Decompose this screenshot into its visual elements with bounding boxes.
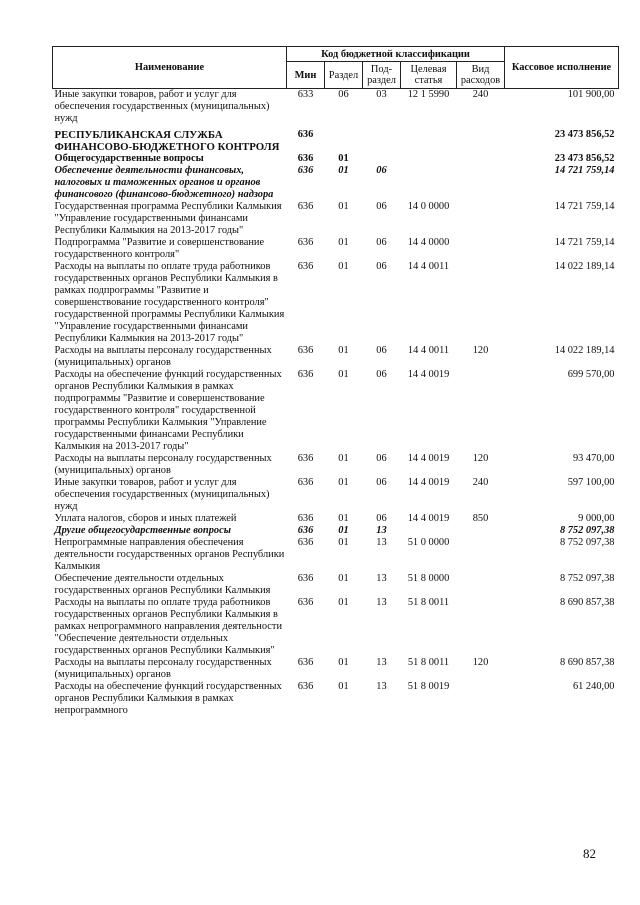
cell-vid — [457, 201, 505, 237]
cell-vid — [457, 261, 505, 345]
cell-razd: 01 — [338, 453, 349, 464]
table-row — [53, 681, 619, 717]
table-row — [53, 453, 619, 477]
cell-razd: 01 — [338, 573, 349, 584]
table-row — [53, 597, 619, 657]
cell-pod: 06 — [376, 477, 387, 488]
cell-pod: 13 — [376, 657, 387, 668]
cell-vid: 120 — [472, 453, 489, 464]
cell-razd: 01 — [338, 261, 349, 272]
cell-min: 636 — [297, 573, 314, 584]
table-row — [53, 369, 619, 453]
table-header — [53, 47, 619, 89]
cell-vid — [457, 165, 505, 201]
budget-table — [52, 46, 619, 717]
cell-pod — [363, 153, 401, 165]
cell-pod — [363, 125, 401, 153]
cell-sum: 14 721 759,14 — [554, 165, 615, 176]
table-row — [53, 513, 619, 525]
cell-sum: 9 000,00 — [578, 513, 615, 524]
table-row — [53, 261, 619, 345]
cell-razd: 01 — [338, 201, 349, 212]
table-row — [53, 345, 619, 369]
table-row — [53, 525, 619, 537]
header-name: Наименование — [53, 47, 287, 89]
header-celevaya: Целевая статья — [401, 62, 457, 89]
cell-pod: 13 — [376, 573, 387, 584]
header-vid: Вид расходов — [457, 62, 505, 89]
table-row — [53, 125, 619, 153]
cell-cel: 14 4 0000 — [407, 237, 450, 248]
cell-vid: 120 — [472, 345, 489, 356]
cell-cel: 14 4 0019 — [407, 513, 450, 524]
cell-sum: 8 690 857,38 — [559, 657, 615, 668]
cell-name: Иные закупки товаров, работ и услуг для обеспечения государственных (муниципальных) нужд — [54, 89, 270, 124]
cell-pod: 06 — [376, 261, 387, 272]
cell-min: 636 — [297, 597, 314, 608]
table-row — [53, 573, 619, 597]
cell-vid — [457, 237, 505, 261]
cell-sum: 14 022 189,14 — [554, 345, 615, 356]
cell-pod: 06 — [376, 237, 387, 248]
cell-razd: 01 — [338, 153, 349, 164]
cell-sum: 699 570,00 — [567, 369, 615, 380]
cell-name: Расходы на выплаты по оплате труда работников государственных органов Республики Калмыкия в рамках подпрограммы "Развитие и совершенствование государственного контроля" государственной программы Республики Калмыкия "Управление государственными финансами Республики Калмыкия на 2013-2017 годы" — [54, 261, 285, 344]
table-row — [53, 537, 619, 573]
cell-pod: 06 — [376, 369, 387, 380]
header-sum: Кассовое исполнение — [505, 47, 619, 89]
header-code-group: Код бюджетной классификации — [287, 47, 505, 62]
cell-vid — [457, 597, 505, 657]
cell-name: Подпрограмма "Развитие и совершенствование государственного контроля" — [54, 237, 265, 260]
cell-cel: 14 4 0019 — [407, 453, 450, 464]
cell-razd — [325, 125, 363, 153]
cell-sum: 61 240,00 — [572, 681, 615, 692]
cell-razd: 06 — [338, 89, 349, 100]
table-row — [53, 237, 619, 261]
cell-vid — [457, 537, 505, 573]
cell-sum: 14 022 189,14 — [554, 261, 615, 272]
cell-min: 636 — [297, 261, 314, 272]
cell-cel: 51 8 0019 — [407, 681, 450, 692]
cell-pod: 13 — [376, 525, 387, 536]
cell-cel — [401, 125, 457, 153]
cell-cel: 14 4 0019 — [407, 477, 450, 488]
cell-vid — [457, 125, 505, 153]
cell-name: Обеспечение деятельности финансовых, налоговых и таможенных органов и органов финансового (финансово-бюджетного) надзора — [54, 165, 274, 200]
cell-sum: 597 100,00 — [567, 477, 615, 488]
cell-vid — [457, 681, 505, 717]
cell-razd: 01 — [338, 237, 349, 248]
cell-razd: 01 — [338, 525, 349, 536]
cell-min: 636 — [297, 165, 314, 176]
cell-razd: 01 — [338, 369, 349, 380]
cell-sum: 101 900,00 — [567, 89, 615, 100]
cell-min: 633 — [297, 89, 314, 100]
cell-name: Обеспечение деятельности отдельных государственных органов Республики Калмыкия — [54, 573, 271, 596]
cell-name: Расходы на выплаты по оплате труда работников государственных органов Республики Калмыкия в рамках непрограммного направления деятельности "Обеспечение деятельности отдельных государственных органов Республики Калмыкия" — [54, 597, 283, 656]
cell-min: 636 — [297, 537, 314, 548]
table-row — [53, 89, 619, 126]
cell-sum: 14 721 759,14 — [554, 201, 615, 212]
cell-name: Иные закупки товаров, работ и услуг для обеспечения государственных (муниципальных) нужд — [54, 477, 270, 512]
cell-vid: 240 — [472, 89, 489, 100]
cell-cel: 14 4 0019 — [407, 369, 450, 380]
cell-name: Государственная программа Республики Калмыкия "Управление государственными финансами Республики Калмыкия на 2013-2017 годы" — [54, 201, 282, 236]
cell-min: 636 — [297, 513, 314, 524]
cell-razd: 01 — [338, 657, 349, 668]
cell-vid — [457, 369, 505, 453]
cell-cel: 51 8 0000 — [407, 573, 450, 584]
header-min: Мин — [287, 62, 325, 89]
header-podrazdel: Под-раздел — [363, 62, 401, 89]
cell-name: Расходы на выплаты персоналу государственных (муниципальных) органов — [54, 453, 272, 476]
cell-cel: 51 0 0000 — [407, 537, 450, 548]
cell-razd: 01 — [338, 537, 349, 548]
cell-vid — [457, 525, 505, 537]
cell-name: Общегосударственные вопросы — [54, 153, 204, 164]
cell-vid — [457, 573, 505, 597]
cell-razd: 01 — [338, 513, 349, 524]
table-body — [53, 89, 619, 718]
cell-vid: 120 — [472, 657, 489, 668]
cell-cel: 14 4 0011 — [407, 261, 450, 272]
cell-sum: 93 470,00 — [572, 453, 615, 464]
cell-pod: 06 — [376, 453, 387, 464]
cell-min: 636 — [297, 369, 314, 380]
cell-pod: 03 — [376, 89, 387, 100]
cell-min: 636 — [297, 453, 314, 464]
cell-min: 636 — [297, 237, 314, 248]
cell-razd: 01 — [338, 681, 349, 692]
cell-razd: 01 — [338, 597, 349, 608]
cell-sum: 8 752 097,38 — [559, 573, 615, 584]
cell-vid — [457, 153, 505, 165]
cell-cel: 14 4 0011 — [407, 345, 450, 356]
cell-name: Расходы на выплаты персоналу государственных (муниципальных) органов — [54, 657, 272, 680]
cell-name: Другие общегосударственные вопросы — [54, 525, 231, 536]
cell-name: Расходы на выплаты персоналу государственных (муниципальных) органов — [54, 345, 272, 368]
cell-sum: 23 473 856,52 — [554, 153, 615, 164]
cell-pod: 06 — [376, 513, 387, 524]
page-number: 82 — [583, 846, 596, 861]
cell-cel — [401, 165, 457, 201]
table-row — [53, 201, 619, 237]
cell-min: 636 — [297, 129, 314, 140]
cell-razd: 01 — [338, 165, 349, 176]
cell-razd: 01 — [338, 477, 349, 488]
cell-min: 636 — [297, 657, 314, 668]
cell-sum: 8 690 857,38 — [559, 597, 615, 608]
cell-min: 636 — [297, 681, 314, 692]
cell-cel: 14 0 0000 — [407, 201, 450, 212]
cell-name: Уплата налогов, сборов и иных платежей — [54, 513, 237, 524]
cell-cel — [401, 153, 457, 165]
cell-sum: 14 721 759,14 — [554, 237, 615, 248]
cell-pod: 13 — [376, 681, 387, 692]
cell-sum: 8 752 097,38 — [559, 525, 615, 536]
table-row — [53, 153, 619, 165]
cell-pod: 06 — [376, 345, 387, 356]
cell-cel: 51 8 0011 — [407, 597, 450, 608]
cell-name: Расходы на обеспечение функций государственных органов Республики Калмыкия в рамках непрограммного — [54, 681, 282, 716]
table-row — [53, 165, 619, 201]
cell-pod: 13 — [376, 597, 387, 608]
cell-min: 636 — [297, 201, 314, 212]
cell-cel: 51 8 0011 — [407, 657, 450, 668]
cell-min: 636 — [297, 477, 314, 488]
cell-vid: 850 — [472, 513, 489, 524]
cell-sum: 23 473 856,52 — [554, 129, 615, 140]
cell-name: РЕСПУБЛИКАНСКАЯ СЛУЖБА ФИНАНСОВО-БЮДЖЕТНОГО КОНТРОЛЯ — [54, 129, 280, 153]
cell-min: 636 — [297, 153, 314, 164]
budget-table-container — [52, 46, 618, 717]
cell-razd: 01 — [338, 345, 349, 356]
cell-sum: 8 752 097,38 — [559, 537, 615, 548]
cell-name: Непрограммные направления обеспечения деятельности государственных органов Республики Калмыкия — [54, 537, 285, 572]
cell-cel — [401, 525, 457, 537]
cell-pod: 06 — [376, 165, 387, 176]
cell-pod: 13 — [376, 537, 387, 548]
cell-pod: 06 — [376, 201, 387, 212]
table-row — [53, 657, 619, 681]
cell-min: 636 — [297, 345, 314, 356]
table-row — [53, 477, 619, 513]
cell-vid: 240 — [472, 477, 489, 488]
header-razdel: Раздел — [325, 62, 363, 89]
cell-cel: 12 1 5990 — [407, 89, 450, 100]
cell-name: Расходы на обеспечение функций государственных органов Республики Калмыкия в рамках подпрограммы "Развитие и совершенствование государственного контроля" государственной программы Республики Калмыкия "Управление государственными финансами Республики Калмыкия на 2013-2017 годы" — [54, 369, 282, 452]
cell-min: 636 — [297, 525, 314, 536]
